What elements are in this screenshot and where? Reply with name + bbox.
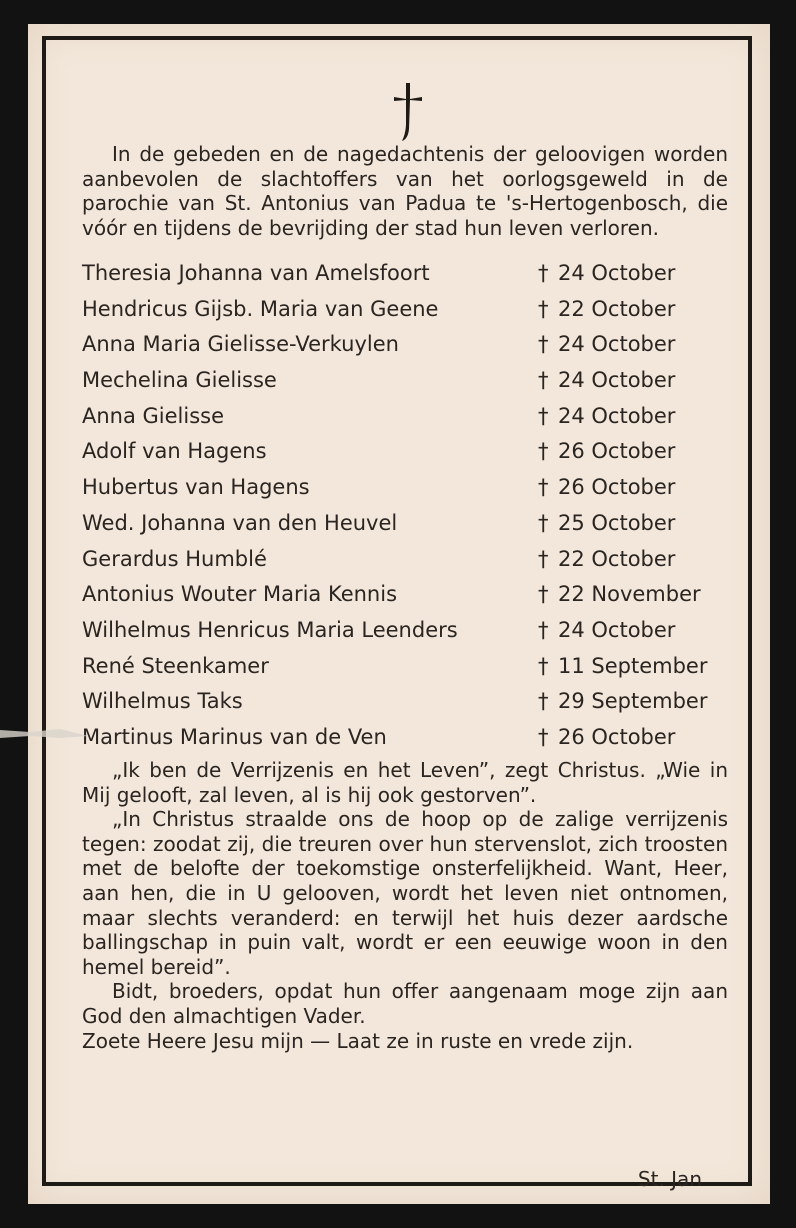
victim-row	[82, 720, 742, 756]
victim-name: René Steenkamer	[82, 653, 269, 678]
dagger-icon: †	[538, 475, 549, 500]
death-date: 26 October	[558, 439, 676, 464]
victim-name: Theresia Johanna van Amelsfoort	[82, 261, 430, 285]
death-date: 29 September	[558, 689, 708, 714]
dagger-icon: †	[538, 689, 549, 714]
victim-row	[82, 292, 742, 328]
victim-list	[82, 256, 742, 756]
ejaculation-text: Zoete Heere Jesu mijn — Laat ze in ruste en vrede zijn.	[82, 1028, 634, 1053]
dagger-icon: †	[538, 510, 549, 535]
dagger-icon: †	[538, 617, 549, 642]
victim-name: Antonius Wouter Maria Kennis	[82, 582, 398, 607]
paper-tear-mark	[0, 724, 90, 744]
death-date: 24 October	[558, 332, 676, 357]
death-date: 24 October	[558, 617, 676, 642]
victim-row	[82, 399, 742, 435]
victim-row	[82, 649, 742, 685]
victim-name: Hubertus van Hagens	[82, 475, 310, 500]
death-date: 24 October	[558, 261, 676, 285]
victim-row	[82, 434, 742, 470]
victim-row	[82, 506, 742, 542]
signature: St. Jan	[637, 1167, 702, 1191]
death-date: 22 October	[558, 546, 676, 571]
victim-row	[82, 613, 742, 649]
death-date: 24 October	[558, 403, 676, 428]
intro-text: In de gebeden en de nagedachtenis der geloovigen worden aanbevolen de slachtoffers van het oorlogsgeweld in de parochie van St. Antonius van Padua te 's-Hertogenbosch, die vóór en tijdens de bevrijding der stad hun leven verloren.	[82, 142, 728, 240]
quote-verrijzenis: „Ik ben de Verrijzenis en het Leven”, zegt Christus. „Wie in Mij gelooft, zal leven, al is hij ook gestorven”.	[82, 758, 728, 807]
victim-name: Martinus Marinus van de Ven	[82, 724, 387, 749]
death-date: 26 October	[558, 724, 676, 749]
dagger-icon: †	[538, 296, 549, 321]
dagger-icon: †	[538, 332, 549, 357]
prayer-text: Bidt, broeders, opdat hun offer aangenaam moge zijn aan God den almachtigen Vader.	[82, 979, 728, 1028]
dagger-icon: †	[538, 368, 549, 393]
victim-name: Hendricus Gijsb. Maria van Geene	[82, 296, 439, 321]
victim-name: Anna Gielisse	[82, 403, 225, 428]
victim-name: Gerardus Humblé	[82, 546, 267, 571]
victim-name: Wed. Johanna van den Heuvel	[82, 510, 398, 535]
victim-name: Wilhelmus Taks	[82, 689, 243, 714]
dagger-icon: †	[538, 582, 549, 607]
death-date: 11 September	[558, 653, 708, 678]
victim-row	[82, 470, 742, 506]
victim-row	[82, 542, 742, 578]
dagger-icon: †	[538, 403, 549, 428]
intro-paragraph	[82, 142, 728, 240]
quote-christus: „In Christus straalde ons de hoop op de zalige verrijzenis tegen: zoodat zij, die treuren over hun stervenslot, zich troosten met de belofte der toekomstige onsterfelijkheid. Want, Heer, aan hen, die in U gelooven, wordt het leven niet ontnomen, maar slechts veranderd: en terwijl het huis dezer aardsche ballingschap in puin valt, wordt er een eeuwige woon in den hemel bereid”.	[82, 807, 728, 979]
memorial-card	[28, 24, 770, 1204]
victim-row	[82, 327, 742, 363]
death-date: 22 October	[558, 296, 676, 321]
victim-name: Mechelina Gielisse	[82, 368, 277, 393]
dagger-icon: †	[538, 261, 549, 285]
death-date: 26 October	[558, 475, 676, 500]
death-date: 25 October	[558, 510, 676, 535]
victim-row	[82, 577, 742, 613]
victim-row	[82, 684, 742, 720]
dagger-icon: †	[538, 653, 549, 678]
closing-text	[82, 758, 728, 1053]
dagger-icon: †	[538, 724, 549, 749]
dagger-icon: †	[538, 546, 549, 571]
death-date: 24 October	[558, 368, 676, 393]
victim-row	[82, 363, 742, 399]
victim-name: Wilhelmus Henricus Maria Leenders	[82, 617, 458, 642]
victim-name: Anna Maria Gielisse-Verkuylen	[82, 332, 399, 357]
death-date: 22 November	[558, 582, 701, 607]
cross-icon	[388, 79, 428, 141]
victim-name: Adolf van Hagens	[82, 439, 267, 464]
victim-row	[82, 256, 742, 292]
dagger-icon: †	[538, 439, 549, 464]
